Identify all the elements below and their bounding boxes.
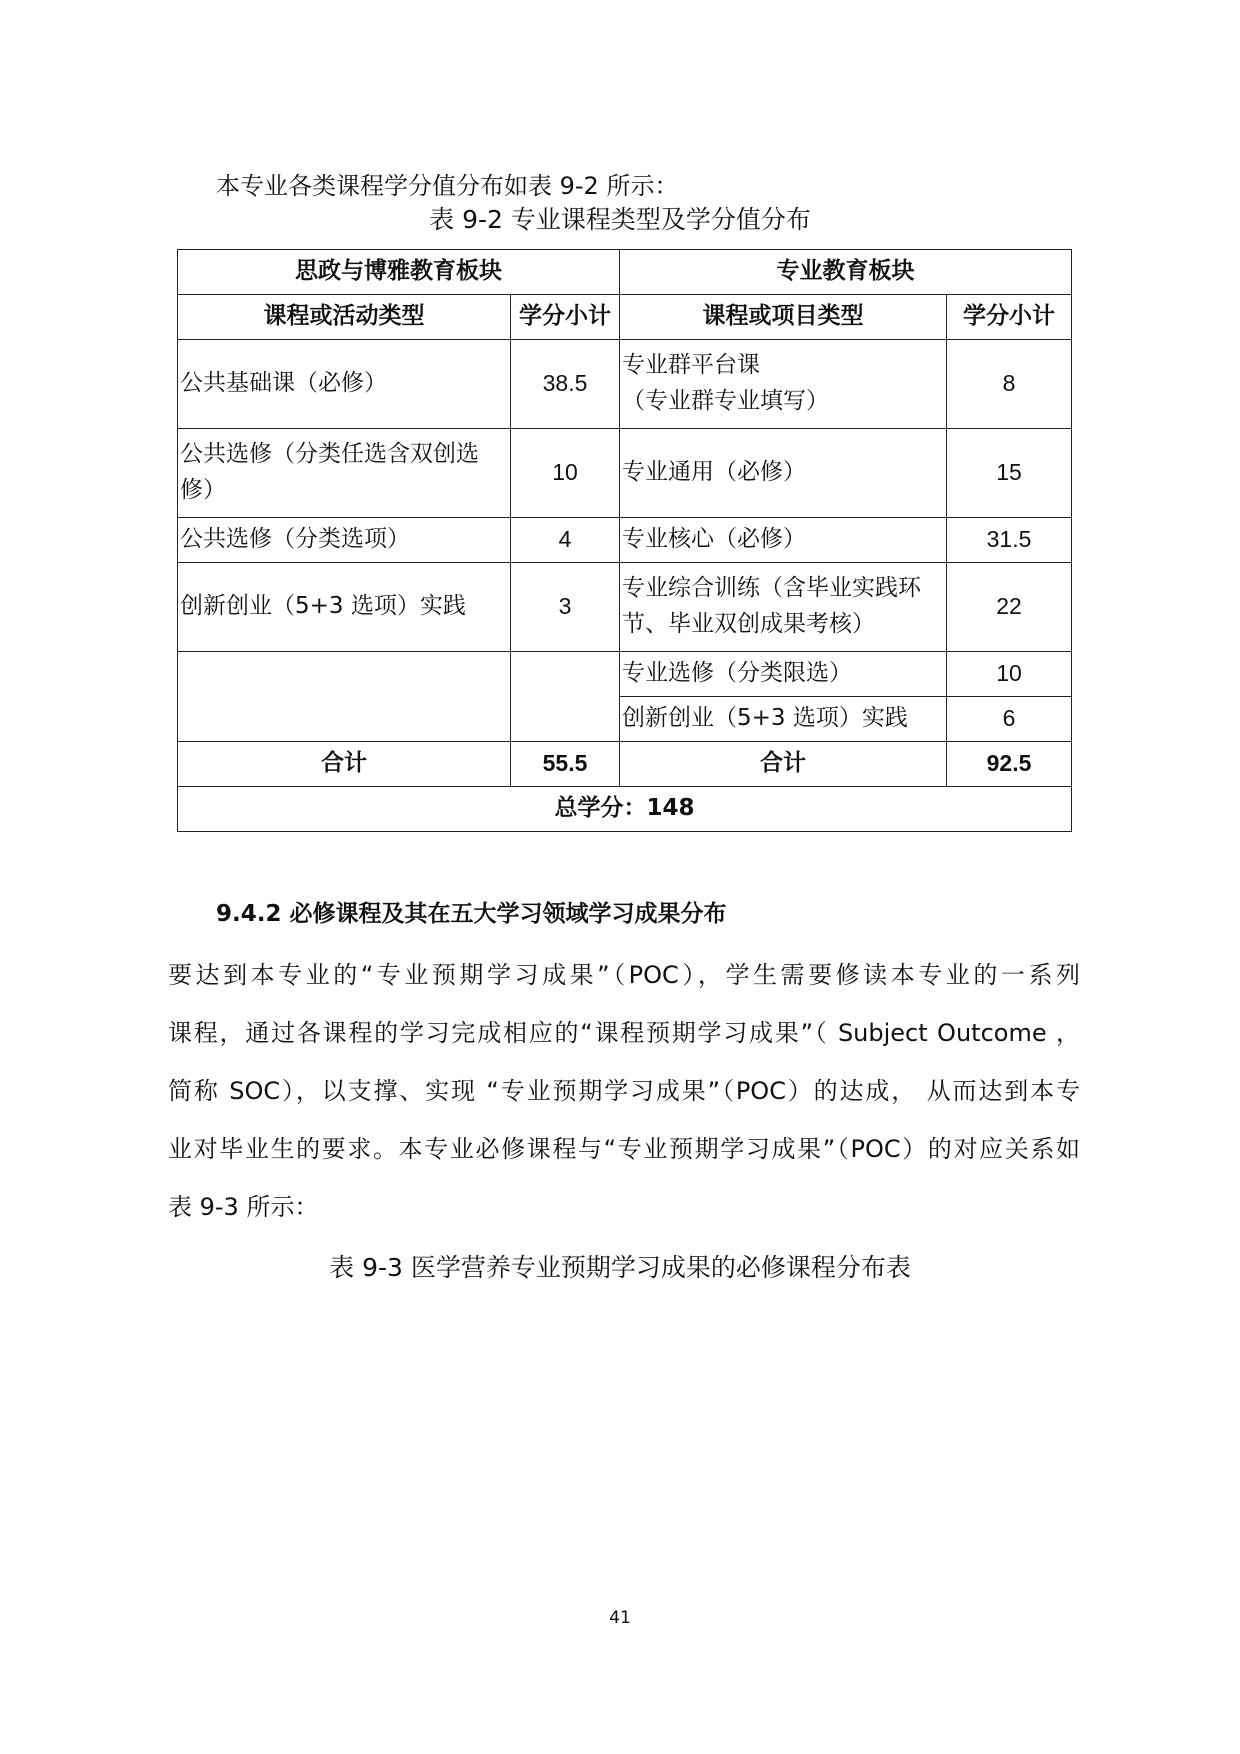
right-credit-header: 学分小计 — [947, 295, 1072, 340]
right-credit: 8 — [947, 340, 1072, 429]
left-type-header: 课程或活动类型 — [178, 295, 511, 340]
left-course-name-line: 修） — [180, 477, 226, 503]
right-course-name-line: 专业群平台课 — [622, 352, 760, 379]
left-credit: 38.5 — [511, 340, 620, 429]
table-row — [178, 563, 1072, 652]
total-row — [178, 742, 1072, 787]
right-course-name: 专业选修（分类限选） — [620, 652, 947, 697]
table-row — [178, 652, 1072, 697]
right-type-header: 课程或项目类型 — [620, 295, 947, 340]
right-total-label: 合计 — [620, 742, 947, 787]
left-course-name: 公共基础课（必修） — [178, 340, 511, 429]
empty-cell — [178, 652, 511, 742]
left-course-name: 公共选修（分类选项） — [178, 518, 511, 563]
right-credit: 10 — [947, 652, 1072, 697]
empty-cell — [511, 652, 620, 742]
left-credit: 10 — [511, 429, 620, 518]
table-row — [178, 518, 1072, 563]
right-course-name — [620, 340, 947, 429]
right-credit: 31.5 — [947, 518, 1072, 563]
right-credit: 22 — [947, 563, 1072, 652]
page-number: 41 — [609, 1608, 631, 1628]
left-total-label: 合计 — [178, 742, 511, 787]
body-line: 课程，通过各课程的学习完成相应的“课程预期学习成果”（ Subject Outcome ， — [168, 1019, 1080, 1047]
right-credit: 6 — [947, 697, 1072, 742]
grand-total: 总学分：148 — [178, 787, 1072, 832]
intro-paragraph: 本专业各类课程学分值分布如表 9-2 所示： — [216, 172, 679, 200]
table-caption: 表 9-2 专业课程类型及学分值分布 — [429, 205, 811, 234]
left-credit-header: 学分小计 — [511, 295, 620, 340]
right-credit: 15 — [947, 429, 1072, 518]
left-course-name-line: 公共选修（分类任选含双创选 — [180, 441, 479, 468]
left-total-value: 55.5 — [511, 742, 620, 787]
right-course-name-line: 节、毕业双创成果考核） — [622, 611, 875, 637]
grand-total-row — [178, 787, 1072, 832]
body-line: 表 9-3 所示： — [168, 1193, 319, 1221]
right-block-header: 专业教育板块 — [620, 250, 1072, 295]
left-credit: 4 — [511, 518, 620, 563]
right-course-name — [620, 563, 947, 652]
table2-caption: 表 9-3 医学营养专业预期学习成果的必修课程分布表 — [329, 1253, 911, 1282]
section-heading: 9.4.2 必修课程及其在五大学习领域学习成果分布 — [216, 901, 727, 927]
credit-distribution-table — [177, 249, 1072, 832]
left-credit: 3 — [511, 563, 620, 652]
table-row — [178, 429, 1072, 518]
right-course-name-line: 专业综合训练（含毕业实践环 — [622, 575, 921, 602]
left-block-header: 思政与博雅教育板块 — [178, 250, 620, 295]
left-course-name: 创新创业（5+3 选项）实践 — [178, 563, 511, 652]
body-line: 要达到本专业的“专业预期学习成果”（POC），学生需要修读本专业的一系列 — [168, 961, 1080, 989]
right-total-value: 92.5 — [947, 742, 1072, 787]
right-course-name-line: （专业群专业填写） — [622, 388, 829, 414]
right-course-name: 创新创业（5+3 选项）实践 — [620, 697, 947, 742]
left-course-name — [178, 429, 511, 518]
right-course-name: 专业通用（必修） — [620, 429, 947, 518]
table-row — [178, 340, 1072, 429]
body-line: 业对毕业生的要求。本专业必修课程与“专业预期学习成果”（POC）的对应关系如 — [168, 1135, 1080, 1163]
body-line: 简称 SOC），以支撑、实现 “专业预期学习成果”（POC）的达成， 从而达到本专 — [168, 1077, 1080, 1105]
right-course-name: 专业核心（必修） — [620, 518, 947, 563]
